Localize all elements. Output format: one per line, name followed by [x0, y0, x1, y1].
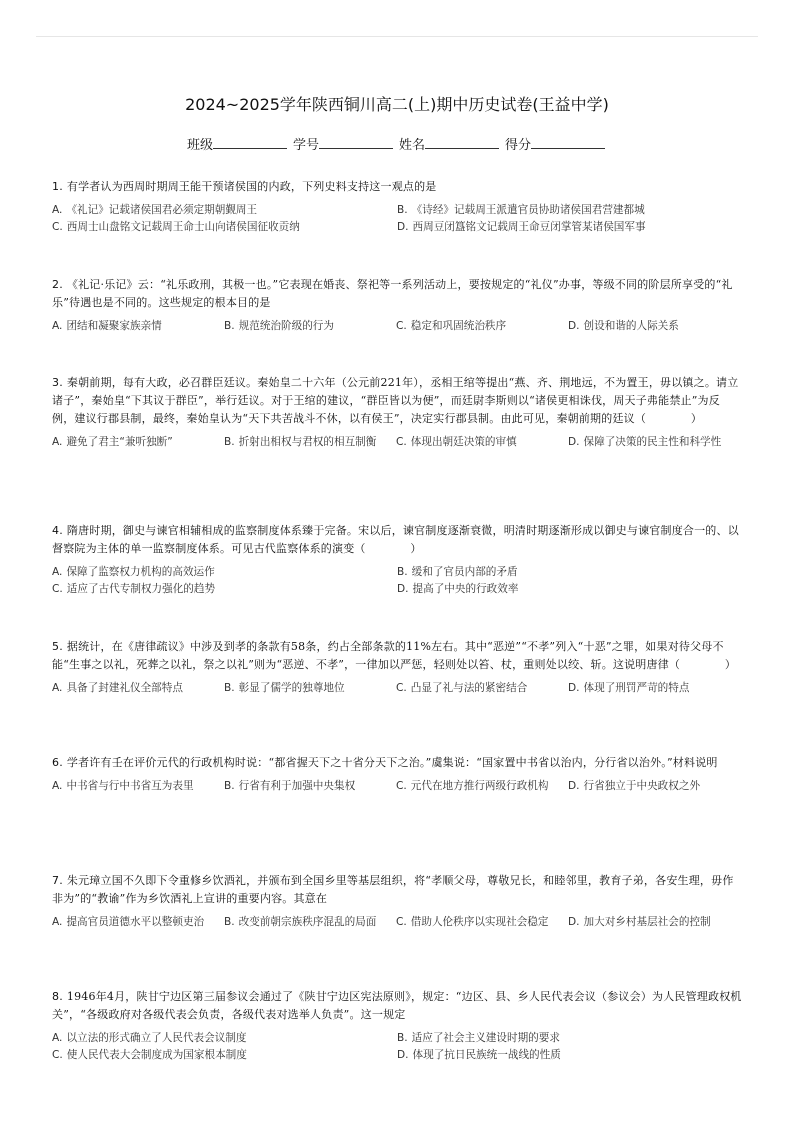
student-id-field[interactable]: [293, 134, 395, 153]
question-stem: [52, 522, 742, 558]
question-number: 4.: [52, 524, 63, 537]
class-field[interactable]: [187, 134, 289, 153]
question-stem: [52, 988, 742, 1024]
option-a[interactable]: [52, 202, 397, 219]
option-text: 提高了中央的行政效率: [412, 583, 519, 595]
option-letter: C.: [52, 583, 63, 595]
option-b[interactable]: [397, 564, 742, 581]
option-text: 规范统治阶级的行为: [238, 320, 334, 332]
option-text: 《诗经》记载周王派遣官员协助诸侯国君营建都城: [411, 204, 645, 216]
option-letter: B.: [397, 204, 408, 216]
option-letter: B.: [224, 436, 235, 448]
option-b[interactable]: [224, 318, 396, 335]
option-letter: B.: [224, 320, 235, 332]
options: [52, 680, 742, 697]
question-text: 1946年4月，陕甘宁边区第三届参议会通过了《陕甘宁边区宪法原则》，规定：“边区、县、乡人民代表会议（参议会）为人民管理政权机关”，“各级政府对各级代表会负责，各级代表对选举人负责”。这一规定: [52, 990, 742, 1021]
option-text: 《礼记》记载诸侯国君必须定期朝觐周王: [66, 204, 258, 216]
score-label: 得分: [505, 138, 532, 153]
question-7: [52, 872, 742, 931]
option-text: 体现出朝廷决策的审慎: [410, 436, 517, 448]
option-text: 凸显了礼与法的紧密结合: [410, 682, 528, 694]
option-d[interactable]: [397, 581, 742, 598]
option-text: 加大对乡村基层社会的控制: [583, 916, 711, 928]
question-3: [52, 374, 742, 451]
option-text: 借助人伦秩序以实现社会稳定: [410, 916, 549, 928]
option-c[interactable]: [396, 434, 568, 451]
student-id-label: 学号: [292, 138, 319, 153]
question-5: [52, 638, 742, 697]
question-text: 朱元璋立国不久即下令重修乡饮酒礼，并颁布到全国乡里等基层组织，将“孝顺父母，尊敬兄长，和睦邻里，教育子弟，各安生理，毋作非为”的“教谕”作为乡饮酒礼上宣讲的重要内容。其意在: [52, 874, 734, 905]
option-text: 使人民代表大会制度成为国家根本制度: [66, 1049, 247, 1061]
option-text: 以立法的形式确立了人民代表会议制度: [66, 1032, 247, 1044]
option-a[interactable]: [52, 434, 224, 451]
question-2: [52, 276, 742, 335]
option-text: 保障了监察权力机构的高效运作: [66, 566, 215, 578]
option-d[interactable]: [568, 914, 740, 931]
option-letter: D.: [568, 916, 580, 928]
option-c[interactable]: [396, 914, 568, 931]
option-letter: D.: [568, 436, 580, 448]
option-letter: A.: [52, 320, 63, 332]
class-label: 班级: [186, 138, 213, 153]
question-text: 《礼记·乐记》云：“礼乐政刑，其极一也。”它表现在婚丧、祭祀等一系列活动上，要按规定的“礼仪”办事，等级不同的阶层所享受的“礼乐”待遇也是不同的。这些规定的根本目的是: [52, 278, 733, 309]
class-blank[interactable]: [213, 136, 287, 149]
option-text: 稳定和巩固统治秩序: [410, 320, 507, 332]
option-text: 缓和了官员内部的矛盾: [411, 566, 518, 578]
options: [52, 1030, 742, 1064]
option-b[interactable]: [224, 914, 396, 931]
option-text: 创设和谐的人际关系: [583, 320, 679, 332]
top-divider: [36, 36, 758, 37]
option-letter: B.: [397, 1032, 408, 1044]
option-letter: C.: [396, 916, 407, 928]
option-text: 行省独立于中央政权之外: [583, 780, 701, 792]
option-d[interactable]: [397, 1047, 742, 1064]
option-letter: D.: [397, 583, 409, 595]
option-letter: C.: [52, 221, 63, 233]
option-c[interactable]: [396, 680, 568, 697]
option-letter: C.: [396, 780, 407, 792]
name-blank[interactable]: [425, 136, 499, 149]
option-letter: B.: [224, 916, 235, 928]
option-letter: A.: [52, 916, 63, 928]
student-info-line: [0, 134, 794, 153]
option-a[interactable]: [52, 914, 224, 931]
option-letter: A.: [52, 682, 63, 694]
student-id-blank[interactable]: [319, 136, 393, 149]
question-number: 3.: [52, 376, 63, 389]
option-d[interactable]: [568, 680, 740, 697]
option-letter: A.: [52, 780, 63, 792]
option-c[interactable]: [52, 1047, 397, 1064]
question-number: 8.: [52, 990, 63, 1003]
option-c[interactable]: [396, 318, 568, 335]
option-letter: B.: [397, 566, 408, 578]
options: [52, 434, 742, 451]
option-text: 元代在地方推行两级行政机构: [410, 780, 549, 792]
option-letter: D.: [568, 320, 580, 332]
question-text: 隋唐时期，御史与谏官相辅相成的监察制度体系臻于完备。宋以后，谏官制度逐渐衰微，明清时期逐渐形成以御史与谏官制度合一的、以督察院为主体的单一监察制度体系。可见古代监察体系的演变（ ）: [52, 524, 739, 555]
question-text: 据统计，在《唐律疏议》中涉及到孝的条款有58条，约占全部条款的11%左右。其中“恶逆”“不孝”列入“十恶”之罪，如果对待父母不能“生事之以礼，死葬之以礼，祭之以礼”则为“恶逆、不孝”，一律加以严惩，轻则处以笞、杖，重则处以绞、斩。这说明唐律（ ）: [52, 640, 737, 671]
option-c[interactable]: [396, 778, 568, 795]
option-text: 保障了决策的民主性和科学性: [583, 436, 722, 448]
options: [52, 202, 742, 236]
question-number: 7.: [52, 874, 63, 887]
option-text: 西周豆闭簋铭文记载周王命豆闭掌管某诸侯国军事: [412, 221, 646, 233]
question-stem: [52, 178, 742, 196]
option-text: 改变前朝宗族秩序混乱的局面: [238, 916, 377, 928]
options: [52, 914, 742, 931]
name-field[interactable]: [399, 134, 501, 153]
option-letter: B.: [224, 780, 235, 792]
option-text: 避免了君主“兼听独断”: [66, 436, 173, 448]
option-text: 体现了抗日民族统一战线的性质: [412, 1049, 561, 1061]
option-d[interactable]: [568, 778, 740, 795]
option-text: 彰显了儒学的独尊地位: [238, 682, 345, 694]
question-number: 6.: [52, 756, 63, 769]
option-letter: D.: [568, 682, 580, 694]
question-stem: [52, 374, 742, 428]
option-c[interactable]: [52, 219, 397, 236]
option-a[interactable]: [52, 680, 224, 697]
name-label: 姓名: [399, 138, 426, 153]
option-text: 适应了古代专制权力强化的趋势: [66, 583, 216, 595]
question-number: 1.: [52, 180, 63, 193]
options: [52, 564, 742, 598]
option-letter: D.: [568, 780, 580, 792]
option-letter: A.: [52, 436, 63, 448]
question-text: 秦朝前期，每有大政，必召群臣廷议。秦始皇二十六年（公元前221年），丞相王绾等提出“燕、齐、荆地远，不为置王，毋以镇之。请立诸子”，秦始皇“下其议于群臣”，举行廷议。对于王绾的建议，“群臣皆以为便”，而廷尉李斯则以“诸侯更相诛伐，周天子弗能禁止”为反例，建议行郡县制，最终，秦始皇认为“天下共苦战斗不休，以有侯王”，决定实行郡县制。由此可见，秦朝前期的廷议（ ）: [52, 376, 739, 425]
question-text: 有学者认为西周时期周王能干预诸侯国的内政，下列史料支持这一观点的是: [66, 180, 437, 193]
score-field[interactable]: [505, 134, 607, 153]
option-letter: C.: [396, 436, 407, 448]
option-d[interactable]: [568, 434, 740, 451]
option-text: 西周士山盘铭文记载周王命士山向诸侯国征收贡纳: [66, 221, 300, 233]
question-text: 学者许有壬在评价元代的行政机构时说：“都省握天下之十省分天下之治。”虞集说：“国家置中书省以治内，分行省以治外。”材料说明: [66, 756, 718, 769]
question-1: [52, 178, 742, 236]
option-text: 体现了刑罚严苛的特点: [583, 682, 690, 694]
page-title: 2024~2025学年陕西铜川高二(上)期中历史试卷(王益中学): [185, 95, 609, 114]
question-4: [52, 522, 742, 598]
option-text: 中书省与行中书省互为表里: [66, 780, 194, 792]
option-letter: C.: [396, 320, 407, 332]
option-text: 适应了社会主义建设时期的要求: [411, 1032, 560, 1044]
question-stem: [52, 638, 742, 674]
options: [52, 778, 742, 795]
option-letter: B.: [224, 682, 235, 694]
option-text: 行省有利于加强中央集权: [238, 780, 356, 792]
question-6: [52, 754, 742, 795]
option-a[interactable]: [52, 564, 397, 581]
option-letter: C.: [396, 682, 407, 694]
option-text: 折射出相权与君权的相互制衡: [238, 436, 377, 448]
option-letter: C.: [52, 1049, 63, 1061]
question-number: 5.: [52, 640, 63, 653]
question-number: 2.: [52, 278, 63, 291]
option-a[interactable]: [52, 778, 224, 795]
option-letter: A.: [52, 204, 63, 216]
option-b[interactable]: [224, 434, 396, 451]
question-8: [52, 988, 742, 1064]
option-b[interactable]: [224, 680, 396, 697]
score-blank[interactable]: [531, 136, 605, 149]
option-letter: D.: [397, 1049, 409, 1061]
option-b[interactable]: [397, 202, 742, 219]
options: [52, 318, 742, 335]
option-a[interactable]: [52, 1030, 397, 1047]
option-text: 团结和凝聚家族亲情: [66, 320, 162, 332]
option-b[interactable]: [224, 778, 396, 795]
option-letter: A.: [52, 566, 63, 578]
option-text: 提高官员道德水平以整顿吏治: [66, 916, 205, 928]
option-b[interactable]: [397, 1030, 742, 1047]
option-d[interactable]: [397, 219, 742, 236]
question-stem: [52, 754, 742, 772]
option-a[interactable]: [52, 318, 224, 335]
question-stem: [52, 872, 742, 908]
option-letter: D.: [397, 221, 409, 233]
option-c[interactable]: [52, 581, 397, 598]
question-stem: [52, 276, 742, 312]
option-text: 具备了封建礼仪全部特点: [66, 682, 183, 694]
option-d[interactable]: [568, 318, 740, 335]
option-letter: A.: [52, 1032, 63, 1044]
